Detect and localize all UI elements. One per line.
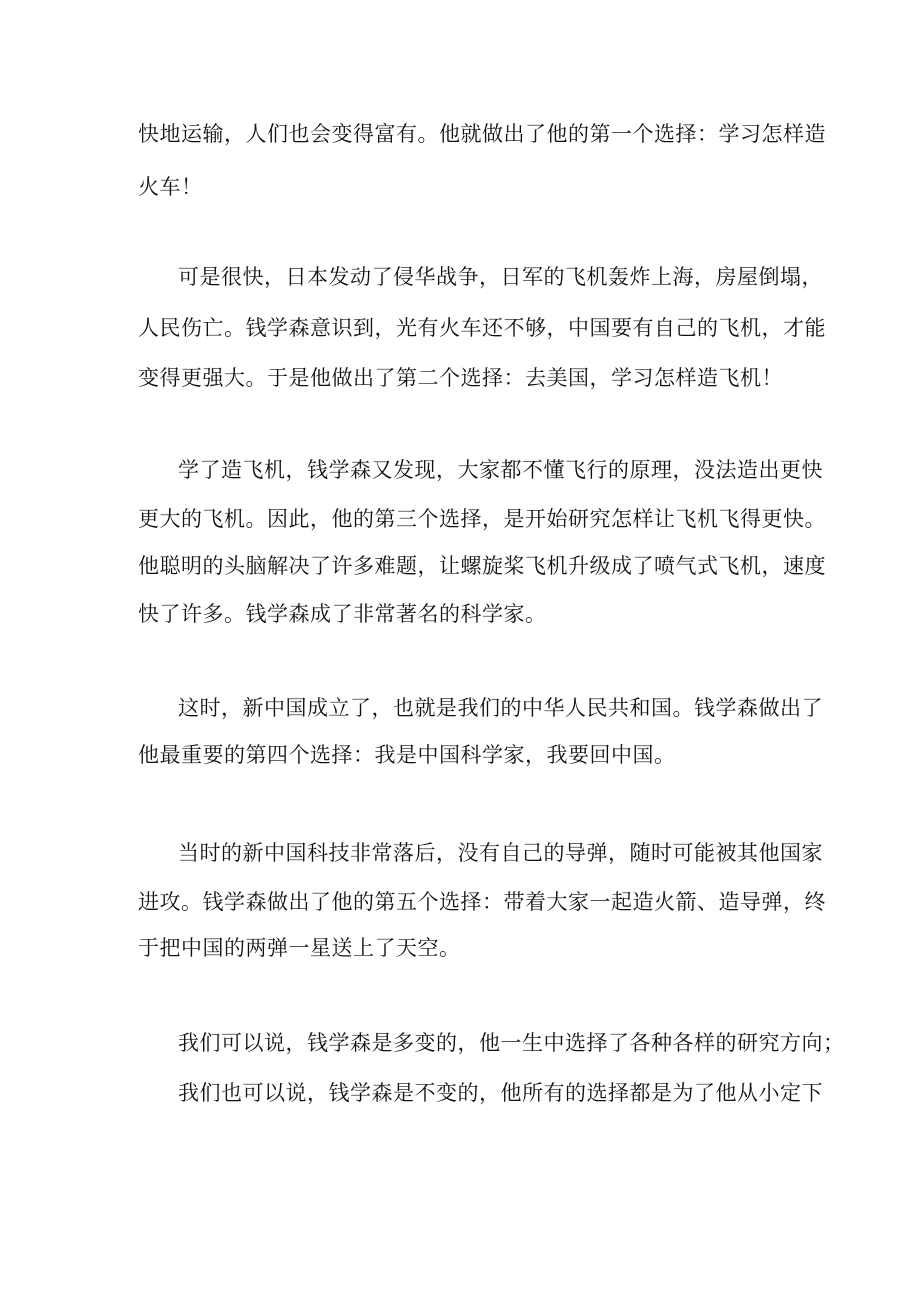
paragraph-5-line-2: 进攻。钱学森做出了他的第五个选择：带着大家一起造火箭、造导弹，终 <box>138 890 826 914</box>
paragraph-1-line-2: 火车！ <box>138 175 203 199</box>
paragraph-7-line-1: 我们也可以说，钱学森是不变的，他所有的选择都是为了他从小定下 <box>178 1081 823 1105</box>
paragraph-5-line-1: 当时的新中国科技非常落后，没有自己的导弹，随时可能被其他国家 <box>178 841 823 865</box>
paragraph-3-line-1: 学了造飞机，钱学森又发现，大家都不懂飞行的原理，没法造出更快 <box>178 458 823 482</box>
paragraph-5-line-3: 于把中国的两弹一星送上了天空。 <box>138 936 461 960</box>
paragraph-6-line-1: 我们可以说，钱学森是多变的，他一生中选择了各种各样的研究方向； <box>178 1031 845 1055</box>
paragraph-4-line-1: 这时，新中国成立了，也就是我们的中华人民共和国。钱学森做出了 <box>178 696 823 720</box>
paragraph-2-line-2: 人民伤亡。钱学森意识到，光有火车还不够，中国要有自己的飞机，才能 <box>138 316 826 340</box>
paragraph-1-line-1: 快地运输，人们也会变得富有。他就做出了他的第一个选择：学习怎样造 <box>138 122 826 146</box>
paragraph-3-line-4: 快了许多。钱学森成了非常著名的科学家。 <box>138 602 547 626</box>
paragraph-2-line-1: 可是很快，日本发动了侵华战争，日军的飞机轰炸上海，房屋倒塌， <box>178 265 823 289</box>
paragraph-3-line-2: 更大的飞机。因此，他的第三个选择，是开始研究怎样让飞机飞得更快。 <box>138 507 826 531</box>
paragraph-3-line-3: 他聪明的头脑解决了许多难题，让螺旋桨飞机升级成了喷气式飞机，速度 <box>138 554 826 578</box>
paragraph-2-line-3: 变得更强大。于是他做出了第二个选择：去美国，学习怎样造飞机！ <box>138 366 783 390</box>
paragraph-4-line-2: 他最重要的第四个选择：我是中国科学家，我要回中国。 <box>138 743 676 767</box>
